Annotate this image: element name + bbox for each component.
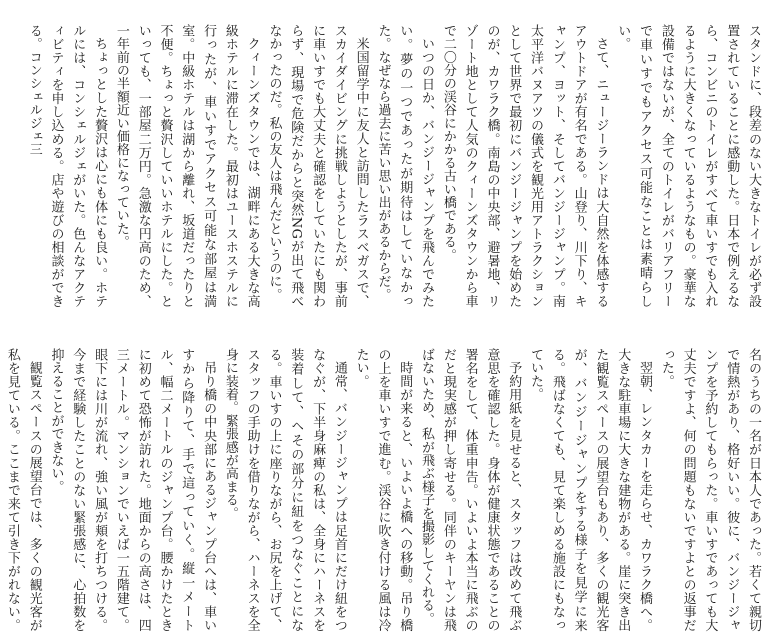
upper-paragraph: 米国留学中に友人と訪問したラスベガスで、スカイダイビングに挑戦しようとしたが、事前に車いすでも大丈夫と確認をしていたにも関わらず、現場で危険だからと突然NGが出て飛べなかったのだ。私の友人は飛んだというのに。: [266, 24, 369, 308]
upper-text-block: [26, 24, 764, 308]
lower-paragraph: 名のうちの一名が日本人であった。若くて親切で情熱があり、格好いい。彼に、バンジージャンプを予約してもらった。車いすであっても大丈夫ですよ、何の問題もないですよとの返事だった。: [658, 348, 761, 632]
lower-paragraph: 翌朝、レンタカーを走らせ、カワラク橋へ。大きな駐車場に大きな建物がある。崖に突き出た観覧スペースの展望台もあり、多くの観光客が、バンジージャンプをする様子を見学に来る。飛ばなくても、見て楽しめる施設にもなっていた。: [528, 348, 653, 632]
lower-paragraph: 通常、バンジージャンプは足首にだけ紐をつなぐが、下半身麻痺の私は、全身にハーネスを装着して、ヘその部分に紐をつなぐことになる。車いすの上に座りながら、お尻を上げて、スタッフの手助けを借りながら、ハーネスを全身に装着。緊張感が高まる。: [222, 348, 347, 632]
upper-paragraph: クィーンズタウンでは、湖畔にある大きな高級ホテルに滞在した。最初はユースホステルに行ったが、車いすでアクセス可能な部屋は満室。中級ホテルは湖から離れ、坂道だったりと不便。ちょっと贅沢していいホテルにした。といっても、一部屋二万円。急激な円高のため、一年前の半額近い価格になっていた。: [113, 24, 260, 308]
lower-paragraph: 吊り橋の中央部にあるジャンプ台へは、車いすから降りて、手で這っていく。縦一メートル、幅二メートルのジャンプ台。腰かけたときに初めて恐怖が訪れた。地面からの高さは、四三メートル。マンションでいえば一五階建て。眼下には川が流れ、強い風が頬を打ちつける。今まで経験したことのない緊張感に、心拍数を抑えることができない。: [48, 348, 217, 632]
lower-paragraph: 時間が来ると、いよいよ橋への移動。吊り橋の上を車いすで進む。渓谷に吹き付ける風は冷たい。: [353, 348, 413, 632]
upper-paragraph: ちょっとした贅沢は心にも体にも良い。ホテルには、コンシェルジェがいた。色んなアクティビティを申し込める。店や遊びの相談ができる。コンシェルジェ三: [26, 24, 108, 308]
lower-paragraph: 予約用紙を見せると、スタッフは改めて飛ぶ意思を確認した。身体が健康状態であることの署名をして、体重申告。いよいよ本当に飛ぶのだと現実感が押し寄せる。同伴のキーヤンは飛ばないため、私が飛ぶ様子を撮影してくれる。: [419, 348, 522, 632]
upper-paragraph: いつの日か、バンジージャンプを飛んでみたい。夢の一つであったが期待はしていなかった。なぜなら過去に苦い思い出があるからだ。: [375, 24, 435, 308]
upper-paragraph: スタンドに、段差のない大きなトイレが必ず設置されていることに感動した。日本で例えるなら、コンビニのトイレがすべて車いすでも入れるように大きくなっているようなもの。豪華な設備ではないが、全てのトイレがバリアフリーで車いすでもアクセス可能なことは素晴らしい。: [615, 24, 761, 308]
upper-paragraph: さて、ニュージーランドは大自然を体感するアウトドアが有名である。山登り、川下り、キャンプ、ヨット、そしてバンジージャンプ。南太平洋バヌアツの儀式を観光用アトラクションとして世界で最初にバンジージャンプを始めたのが、カワラク橋。南島の中央部、避暑地、リゾート地として人気のクィーンズタウンから車で二〇分の渓谷にかかる古い橋である。: [440, 24, 609, 308]
lower-text-block: [4, 348, 764, 632]
lower-paragraph: 観覧スペースの展望台では、多くの観光客が私を見ている。ここまで来て引き下がれない。: [4, 348, 42, 632]
book-page: [4, 24, 764, 632]
